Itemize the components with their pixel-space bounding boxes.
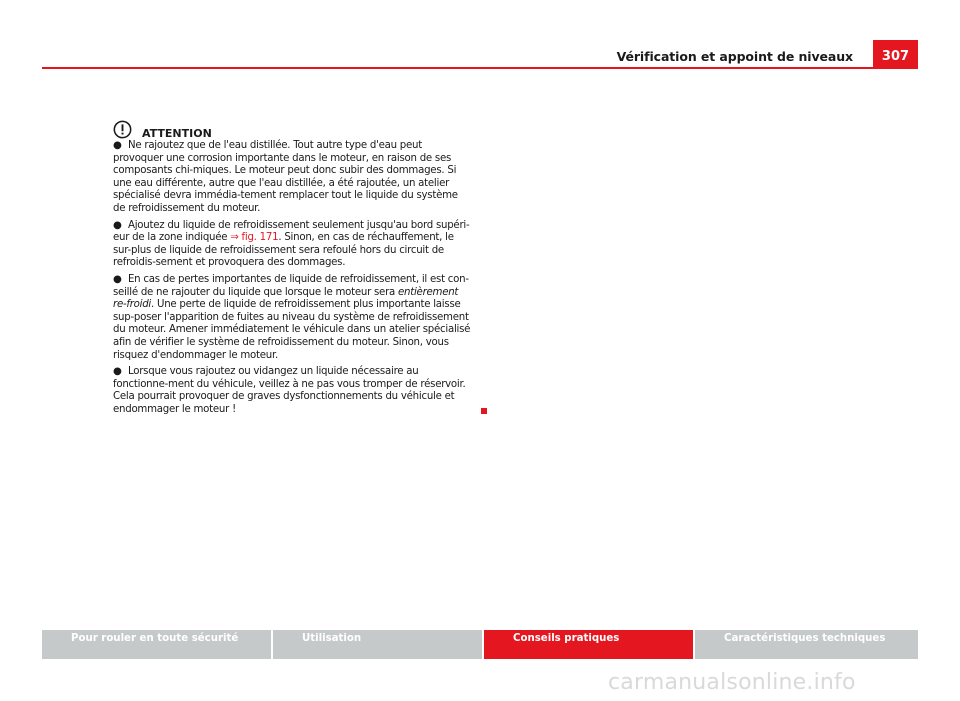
warning-header <box>113 117 471 139</box>
bullet-icon: ● <box>113 273 122 285</box>
warning-paragraph <box>113 220 471 270</box>
paragraph-text: Ne rajoutez que de l'eau distillée. Tout autre type d'eau peut provoquer une corrosion importante dans le moteur, en raison de ses composants chi-miques. Le moteur peut donc subir des dommages. Si une eau différente, autre que l'eau distillée, a été rajoutée, un atelier spécialisé devra immédia-tement remplacer tout le liquide du système de refroidissement du moteur. <box>113 140 458 214</box>
bullet-icon: ● <box>113 366 122 378</box>
emphasis-text: entièrement re-froidi <box>113 286 459 311</box>
warning-box <box>113 117 471 420</box>
exclamation-circle-icon <box>113 120 132 139</box>
paragraph-text: Ajoutez du liquide de refroidissement seulement jusqu'au bord supéri-eur de la zone indiquée <box>113 219 470 244</box>
section-end-marker <box>481 408 487 414</box>
warning-body <box>113 140 471 416</box>
paragraph-text: . Sinon, en cas de réchauffement, le sur-plus de liquide de refroidissement sera refoulé hors du circuit de refroidis-sement et provoquera des dommages. <box>113 232 454 269</box>
paragraph-text: . Une perte de liquide de refroidissement plus importante laisse sup-poser l'apparition de fuites au niveau du système de refroidissement du moteur. Amener immédiatement le véhicule dans un atelier spécialisé afin de vérifier le système de refroidissement du moteur. Sinon, vous risquez d'endommager le moteur. <box>113 299 471 361</box>
tab-caracteristiques[interactable]: Caractéristiques techniques <box>695 630 918 659</box>
warning-paragraph <box>113 274 471 362</box>
watermark: carmanualsonline.info <box>608 670 856 695</box>
warning-paragraph <box>113 140 471 216</box>
bullet-icon: ● <box>113 140 122 151</box>
paragraph-text: Lorsque vous rajoutez ou vidangez un liquide nécessaire au fonctionne-ment du véhicule, veillez à ne pas vous tromper de réservoir. Cela pourrait provoquer de graves dysfonctionnements du véhicule et endommager le moteur ! <box>113 366 466 415</box>
section-title: Vérification et appoint de niveaux <box>616 49 853 64</box>
tab-pour-rouler[interactable]: Pour rouler en toute sécurité <box>42 630 271 659</box>
tab-conseils-pratiques[interactable]: Conseils pratiques <box>484 630 693 659</box>
footer-nav <box>42 630 918 659</box>
tab-utilisation[interactable]: Utilisation <box>273 630 482 659</box>
header-divider <box>42 67 918 69</box>
figure-link[interactable]: ⇒ fig. 171 <box>230 232 279 244</box>
bullet-icon: ● <box>113 219 122 231</box>
warning-paragraph <box>113 366 471 416</box>
warning-title: ATTENTION <box>142 127 212 141</box>
paragraph-text: En cas de pertes importantes de liquide de refroidissement, il est con-seillé de ne rajouter du liquide que lorsque le moteur sera <box>113 273 469 298</box>
page-number: 307 <box>873 40 918 68</box>
